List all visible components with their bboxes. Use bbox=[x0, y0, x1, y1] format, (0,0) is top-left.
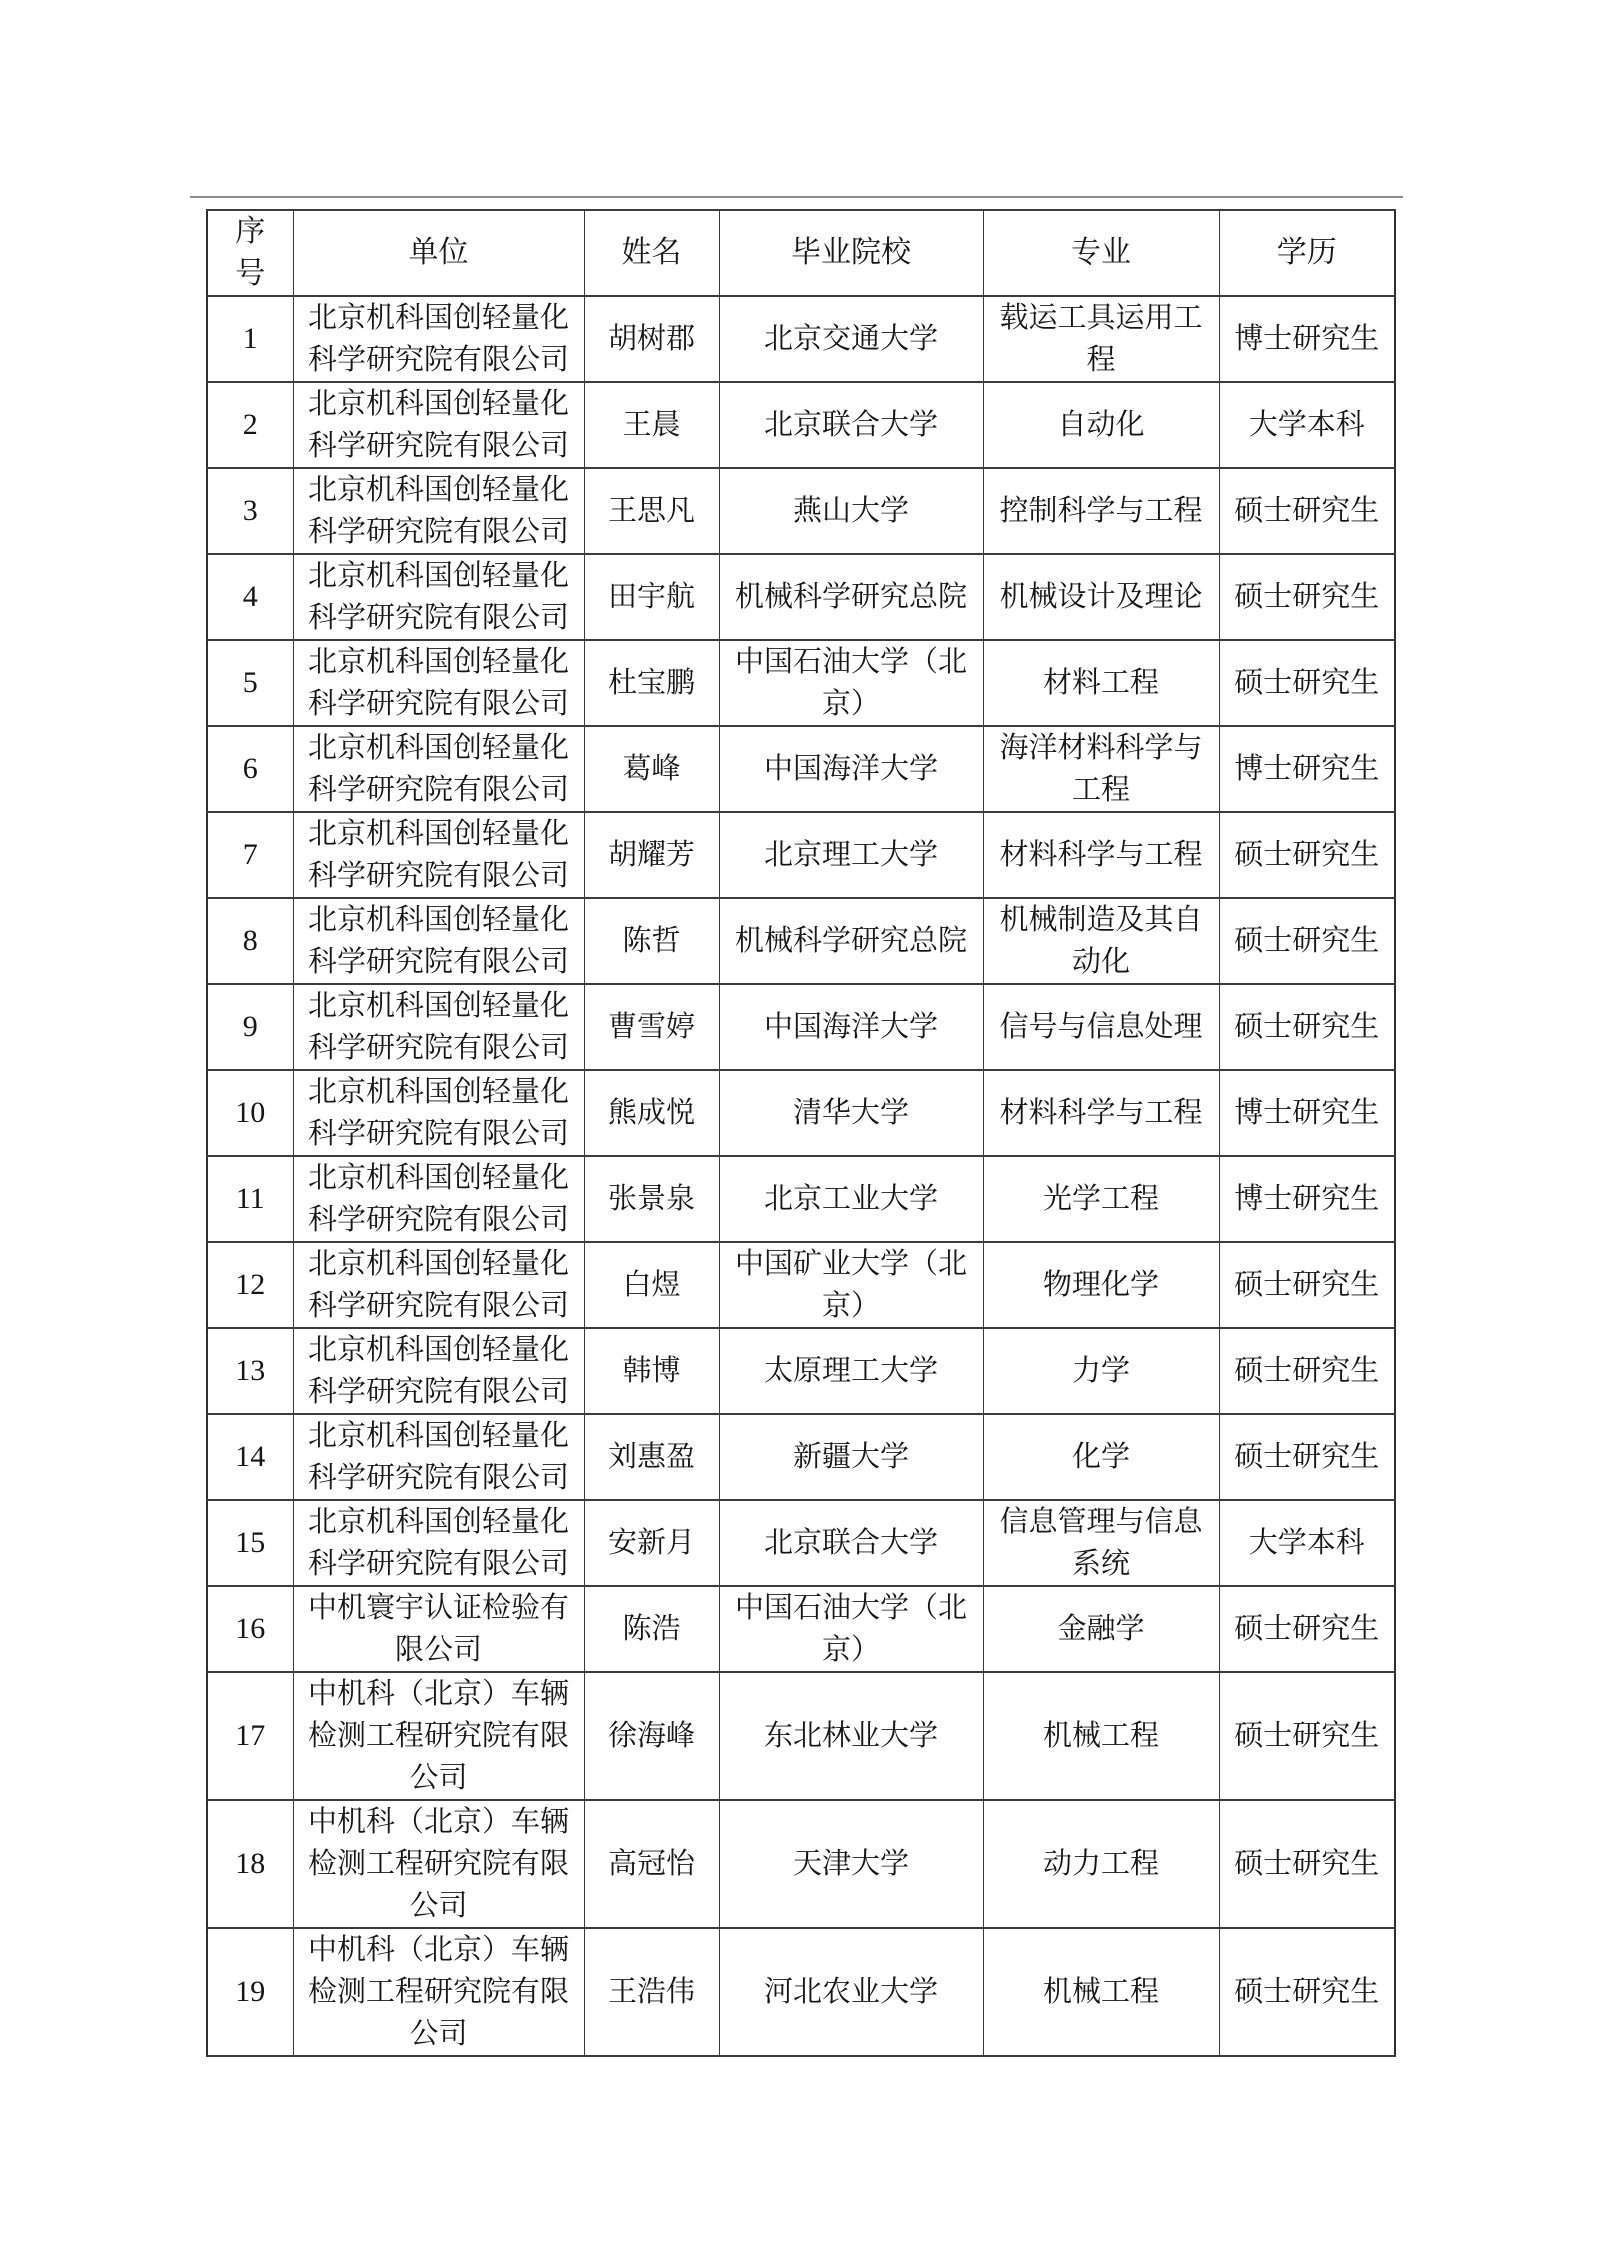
cell-major: 化学 bbox=[983, 1414, 1219, 1500]
cell-school: 北京联合大学 bbox=[719, 1500, 983, 1586]
cell-name: 安新月 bbox=[584, 1500, 719, 1586]
cell-name: 王浩伟 bbox=[584, 1928, 719, 2056]
cell-degree: 硕士研究生 bbox=[1219, 898, 1395, 984]
cell-major: 信息管理与信息系统 bbox=[983, 1500, 1219, 1586]
cell-no: 15 bbox=[207, 1500, 293, 1586]
table-top-rule bbox=[190, 196, 1403, 198]
cell-no: 5 bbox=[207, 640, 293, 726]
cell-degree: 博士研究生 bbox=[1219, 726, 1395, 812]
cell-degree: 硕士研究生 bbox=[1219, 468, 1395, 554]
cell-no: 17 bbox=[207, 1672, 293, 1800]
cell-no: 6 bbox=[207, 726, 293, 812]
cell-major: 金融学 bbox=[983, 1586, 1219, 1672]
column-header-degree: 学历 bbox=[1219, 210, 1395, 296]
cell-name: 曹雪婷 bbox=[584, 984, 719, 1070]
cell-major: 自动化 bbox=[983, 382, 1219, 468]
column-header-no: 序号 bbox=[207, 210, 293, 296]
table-row bbox=[207, 1414, 1395, 1500]
graduates-table-container bbox=[206, 209, 1394, 2057]
cell-name: 陈浩 bbox=[584, 1586, 719, 1672]
cell-name: 徐海峰 bbox=[584, 1672, 719, 1800]
cell-school: 机械科学研究总院 bbox=[719, 898, 983, 984]
cell-name: 杜宝鹏 bbox=[584, 640, 719, 726]
table-row bbox=[207, 1156, 1395, 1242]
cell-unit: 北京机科国创轻量化科学研究院有限公司 bbox=[293, 1328, 584, 1414]
table-row bbox=[207, 812, 1395, 898]
cell-unit: 中机科（北京）车辆检测工程研究院有限公司 bbox=[293, 1672, 584, 1800]
cell-school: 中国矿业大学（北京） bbox=[719, 1242, 983, 1328]
cell-school: 北京工业大学 bbox=[719, 1156, 983, 1242]
cell-degree: 硕士研究生 bbox=[1219, 812, 1395, 898]
cell-degree: 硕士研究生 bbox=[1219, 554, 1395, 640]
cell-major: 海洋材料科学与工程 bbox=[983, 726, 1219, 812]
cell-name: 熊成悦 bbox=[584, 1070, 719, 1156]
cell-school: 太原理工大学 bbox=[719, 1328, 983, 1414]
cell-major: 载运工具运用工程 bbox=[983, 296, 1219, 382]
cell-unit: 北京机科国创轻量化科学研究院有限公司 bbox=[293, 1500, 584, 1586]
cell-name: 胡树郡 bbox=[584, 296, 719, 382]
cell-degree: 硕士研究生 bbox=[1219, 1672, 1395, 1800]
cell-degree: 硕士研究生 bbox=[1219, 1800, 1395, 1928]
cell-degree: 硕士研究生 bbox=[1219, 1414, 1395, 1500]
table-row bbox=[207, 1242, 1395, 1328]
cell-unit: 北京机科国创轻量化科学研究院有限公司 bbox=[293, 1414, 584, 1500]
table-row bbox=[207, 640, 1395, 726]
cell-unit: 北京机科国创轻量化科学研究院有限公司 bbox=[293, 1070, 584, 1156]
cell-degree: 硕士研究生 bbox=[1219, 1242, 1395, 1328]
cell-major: 机械制造及其自动化 bbox=[983, 898, 1219, 984]
cell-unit: 北京机科国创轻量化科学研究院有限公司 bbox=[293, 726, 584, 812]
cell-unit: 中机科（北京）车辆检测工程研究院有限公司 bbox=[293, 1928, 584, 2056]
cell-name: 韩博 bbox=[584, 1328, 719, 1414]
cell-unit: 中机科（北京）车辆检测工程研究院有限公司 bbox=[293, 1800, 584, 1928]
cell-degree: 大学本科 bbox=[1219, 1500, 1395, 1586]
cell-unit: 北京机科国创轻量化科学研究院有限公司 bbox=[293, 984, 584, 1070]
table-row bbox=[207, 1800, 1395, 1928]
column-header-school: 毕业院校 bbox=[719, 210, 983, 296]
cell-major: 光学工程 bbox=[983, 1156, 1219, 1242]
cell-no: 14 bbox=[207, 1414, 293, 1500]
cell-unit: 北京机科国创轻量化科学研究院有限公司 bbox=[293, 296, 584, 382]
cell-major: 机械设计及理论 bbox=[983, 554, 1219, 640]
cell-major: 动力工程 bbox=[983, 1800, 1219, 1928]
cell-major: 材料工程 bbox=[983, 640, 1219, 726]
cell-name: 陈哲 bbox=[584, 898, 719, 984]
cell-major: 材料科学与工程 bbox=[983, 812, 1219, 898]
cell-degree: 硕士研究生 bbox=[1219, 1586, 1395, 1672]
cell-school: 中国石油大学（北京） bbox=[719, 640, 983, 726]
cell-school: 新疆大学 bbox=[719, 1414, 983, 1500]
cell-major: 控制科学与工程 bbox=[983, 468, 1219, 554]
cell-degree: 博士研究生 bbox=[1219, 1070, 1395, 1156]
cell-degree: 硕士研究生 bbox=[1219, 984, 1395, 1070]
cell-unit: 北京机科国创轻量化科学研究院有限公司 bbox=[293, 554, 584, 640]
cell-unit: 北京机科国创轻量化科学研究院有限公司 bbox=[293, 640, 584, 726]
table-row bbox=[207, 296, 1395, 382]
cell-no: 7 bbox=[207, 812, 293, 898]
cell-name: 高冠怡 bbox=[584, 1800, 719, 1928]
table-row bbox=[207, 1672, 1395, 1800]
cell-major: 机械工程 bbox=[983, 1928, 1219, 2056]
cell-major: 材料科学与工程 bbox=[983, 1070, 1219, 1156]
cell-degree: 硕士研究生 bbox=[1219, 1928, 1395, 2056]
cell-school: 北京交通大学 bbox=[719, 296, 983, 382]
cell-school: 东北林业大学 bbox=[719, 1672, 983, 1800]
table-row bbox=[207, 468, 1395, 554]
table-row bbox=[207, 1070, 1395, 1156]
cell-no: 13 bbox=[207, 1328, 293, 1414]
cell-major: 力学 bbox=[983, 1328, 1219, 1414]
cell-unit: 中机寰宇认证检验有限公司 bbox=[293, 1586, 584, 1672]
column-header-major: 专业 bbox=[983, 210, 1219, 296]
cell-unit: 北京机科国创轻量化科学研究院有限公司 bbox=[293, 1242, 584, 1328]
cell-no: 16 bbox=[207, 1586, 293, 1672]
cell-name: 白煜 bbox=[584, 1242, 719, 1328]
cell-name: 王思凡 bbox=[584, 468, 719, 554]
cell-school: 北京联合大学 bbox=[719, 382, 983, 468]
cell-degree: 硕士研究生 bbox=[1219, 640, 1395, 726]
cell-degree: 大学本科 bbox=[1219, 382, 1395, 468]
cell-school: 中国石油大学（北京） bbox=[719, 1586, 983, 1672]
table-row bbox=[207, 554, 1395, 640]
cell-degree: 博士研究生 bbox=[1219, 1156, 1395, 1242]
cell-unit: 北京机科国创轻量化科学研究院有限公司 bbox=[293, 382, 584, 468]
cell-name: 葛峰 bbox=[584, 726, 719, 812]
table-row bbox=[207, 726, 1395, 812]
cell-no: 2 bbox=[207, 382, 293, 468]
table-row bbox=[207, 898, 1395, 984]
column-header-unit: 单位 bbox=[293, 210, 584, 296]
table-row bbox=[207, 984, 1395, 1070]
cell-unit: 北京机科国创轻量化科学研究院有限公司 bbox=[293, 468, 584, 554]
cell-school: 北京理工大学 bbox=[719, 812, 983, 898]
cell-no: 18 bbox=[207, 1800, 293, 1928]
cell-no: 3 bbox=[207, 468, 293, 554]
cell-school: 天津大学 bbox=[719, 1800, 983, 1928]
cell-name: 田宇航 bbox=[584, 554, 719, 640]
cell-school: 中国海洋大学 bbox=[719, 726, 983, 812]
cell-name: 刘惠盈 bbox=[584, 1414, 719, 1500]
cell-school: 机械科学研究总院 bbox=[719, 554, 983, 640]
cell-school: 中国海洋大学 bbox=[719, 984, 983, 1070]
cell-no: 1 bbox=[207, 296, 293, 382]
cell-no: 4 bbox=[207, 554, 293, 640]
cell-unit: 北京机科国创轻量化科学研究院有限公司 bbox=[293, 1156, 584, 1242]
cell-name: 胡耀芳 bbox=[584, 812, 719, 898]
table-row bbox=[207, 382, 1395, 468]
table-body bbox=[207, 296, 1395, 2056]
cell-major: 物理化学 bbox=[983, 1242, 1219, 1328]
cell-name: 张景泉 bbox=[584, 1156, 719, 1242]
cell-no: 9 bbox=[207, 984, 293, 1070]
cell-school: 河北农业大学 bbox=[719, 1928, 983, 2056]
cell-unit: 北京机科国创轻量化科学研究院有限公司 bbox=[293, 898, 584, 984]
cell-degree: 博士研究生 bbox=[1219, 296, 1395, 382]
column-header-name: 姓名 bbox=[584, 210, 719, 296]
graduates-table bbox=[206, 209, 1396, 2057]
cell-no: 11 bbox=[207, 1156, 293, 1242]
table-row bbox=[207, 1500, 1395, 1586]
cell-school: 燕山大学 bbox=[719, 468, 983, 554]
cell-no: 19 bbox=[207, 1928, 293, 2056]
table-row bbox=[207, 1586, 1395, 1672]
cell-major: 信号与信息处理 bbox=[983, 984, 1219, 1070]
cell-unit: 北京机科国创轻量化科学研究院有限公司 bbox=[293, 812, 584, 898]
cell-no: 10 bbox=[207, 1070, 293, 1156]
table-row bbox=[207, 1328, 1395, 1414]
cell-no: 8 bbox=[207, 898, 293, 984]
table-row bbox=[207, 1928, 1395, 2056]
cell-name: 王晨 bbox=[584, 382, 719, 468]
cell-major: 机械工程 bbox=[983, 1672, 1219, 1800]
header-row bbox=[207, 210, 1395, 296]
cell-no: 12 bbox=[207, 1242, 293, 1328]
cell-school: 清华大学 bbox=[719, 1070, 983, 1156]
cell-degree: 硕士研究生 bbox=[1219, 1328, 1395, 1414]
